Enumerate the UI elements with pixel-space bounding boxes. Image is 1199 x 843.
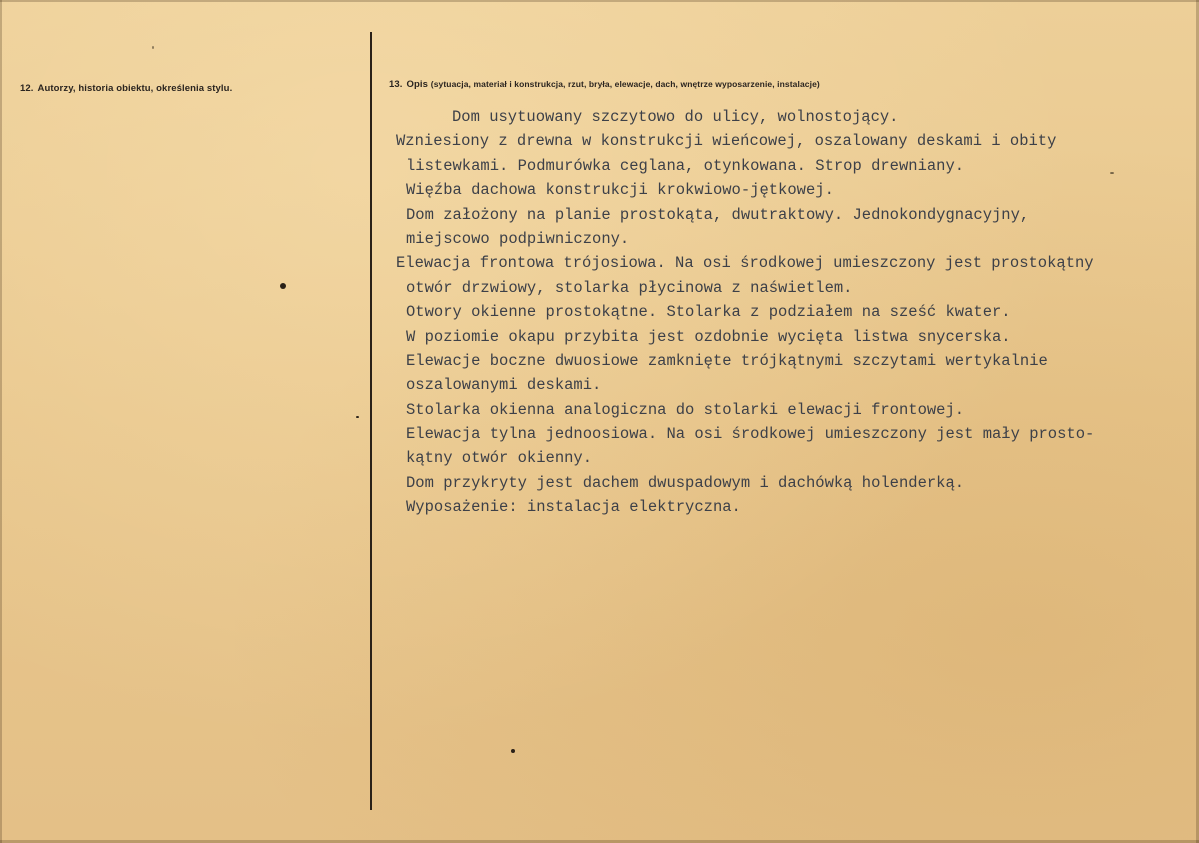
- ink-speck: [280, 283, 286, 289]
- description-line: Stolarka okienna analogiczna do stolarki elewacji frontowej.: [406, 400, 965, 419]
- column-divider: [370, 32, 372, 810]
- ink-speck: [511, 749, 515, 753]
- description-line: otwór drzwiowy, stolarka płycinowa z naświetlem.: [406, 278, 853, 297]
- description-line: Wyposażenie: instalacja elektryczna.: [406, 498, 741, 517]
- section-13-title: Opis: [406, 79, 429, 90]
- ink-speck: [152, 46, 154, 49]
- description-line: Dom usytuowany szczytowo do ulicy, wolnostojący.: [452, 108, 899, 126]
- description-line: kątny otwór okienny.: [406, 449, 593, 468]
- sheet-edge-top: [0, 0, 1199, 2]
- description-line: W poziomie okapu przybita jest ozdobnie wycięta listwa snycerska.: [406, 327, 1011, 346]
- sheet-edge-left: [0, 0, 2, 843]
- section-13-heading: [389, 79, 820, 90]
- section-12-heading: [20, 83, 232, 94]
- typed-description: [396, 105, 1186, 520]
- description-line: listewkami. Podmurówka ceglana, otynkowana. Strop drewniany.: [406, 156, 965, 175]
- description-line: Elewacje boczne dwuosiowe zamknięte trójkątnymi szczytami wertykalnie: [406, 351, 1048, 370]
- description-line: Elewacja tylna jednoosiowa. Na osi środkowej umieszczony jest mały prosto-: [406, 425, 1095, 444]
- description-line: Otwory okienne prostokątne. Stolarka z podziałem na sześć kwater.: [406, 303, 1011, 322]
- description-line: Więźba dachowa konstrukcji krokwiowo-jętkowej.: [406, 181, 834, 200]
- description-line: Elewacja frontowa trójosiowa. Na osi środkowej umieszczony jest prostokątny: [396, 254, 1094, 273]
- description-line: Dom założony na planie prostokąta, dwutraktowy. Jednokondygnacyjny,: [406, 205, 1030, 224]
- section-13-number: 13.: [389, 79, 403, 90]
- description-line: oszalowanymi deskami.: [406, 376, 602, 395]
- section-12-number: 12.: [20, 83, 34, 94]
- description-line: Wzniesiony z drewna w konstrukcji wieńcowej, oszalowany deskami i obity: [396, 132, 1057, 151]
- section-13-subtitle: (sytuacja, materiał i konstrukcja, rzut, bryła, elewacje, dach, wnętrze wyposarzenie, instalacje): [430, 79, 820, 89]
- ink-speck: [1110, 172, 1114, 174]
- section-12-title: Autorzy, historia obiektu, określenia stylu.: [37, 83, 233, 94]
- description-line: miejscowo podpiwniczony.: [406, 229, 630, 248]
- description-line: Dom przykryty jest dachem dwuspadowym i dachówką holenderką.: [406, 473, 965, 492]
- ink-speck: [356, 416, 359, 418]
